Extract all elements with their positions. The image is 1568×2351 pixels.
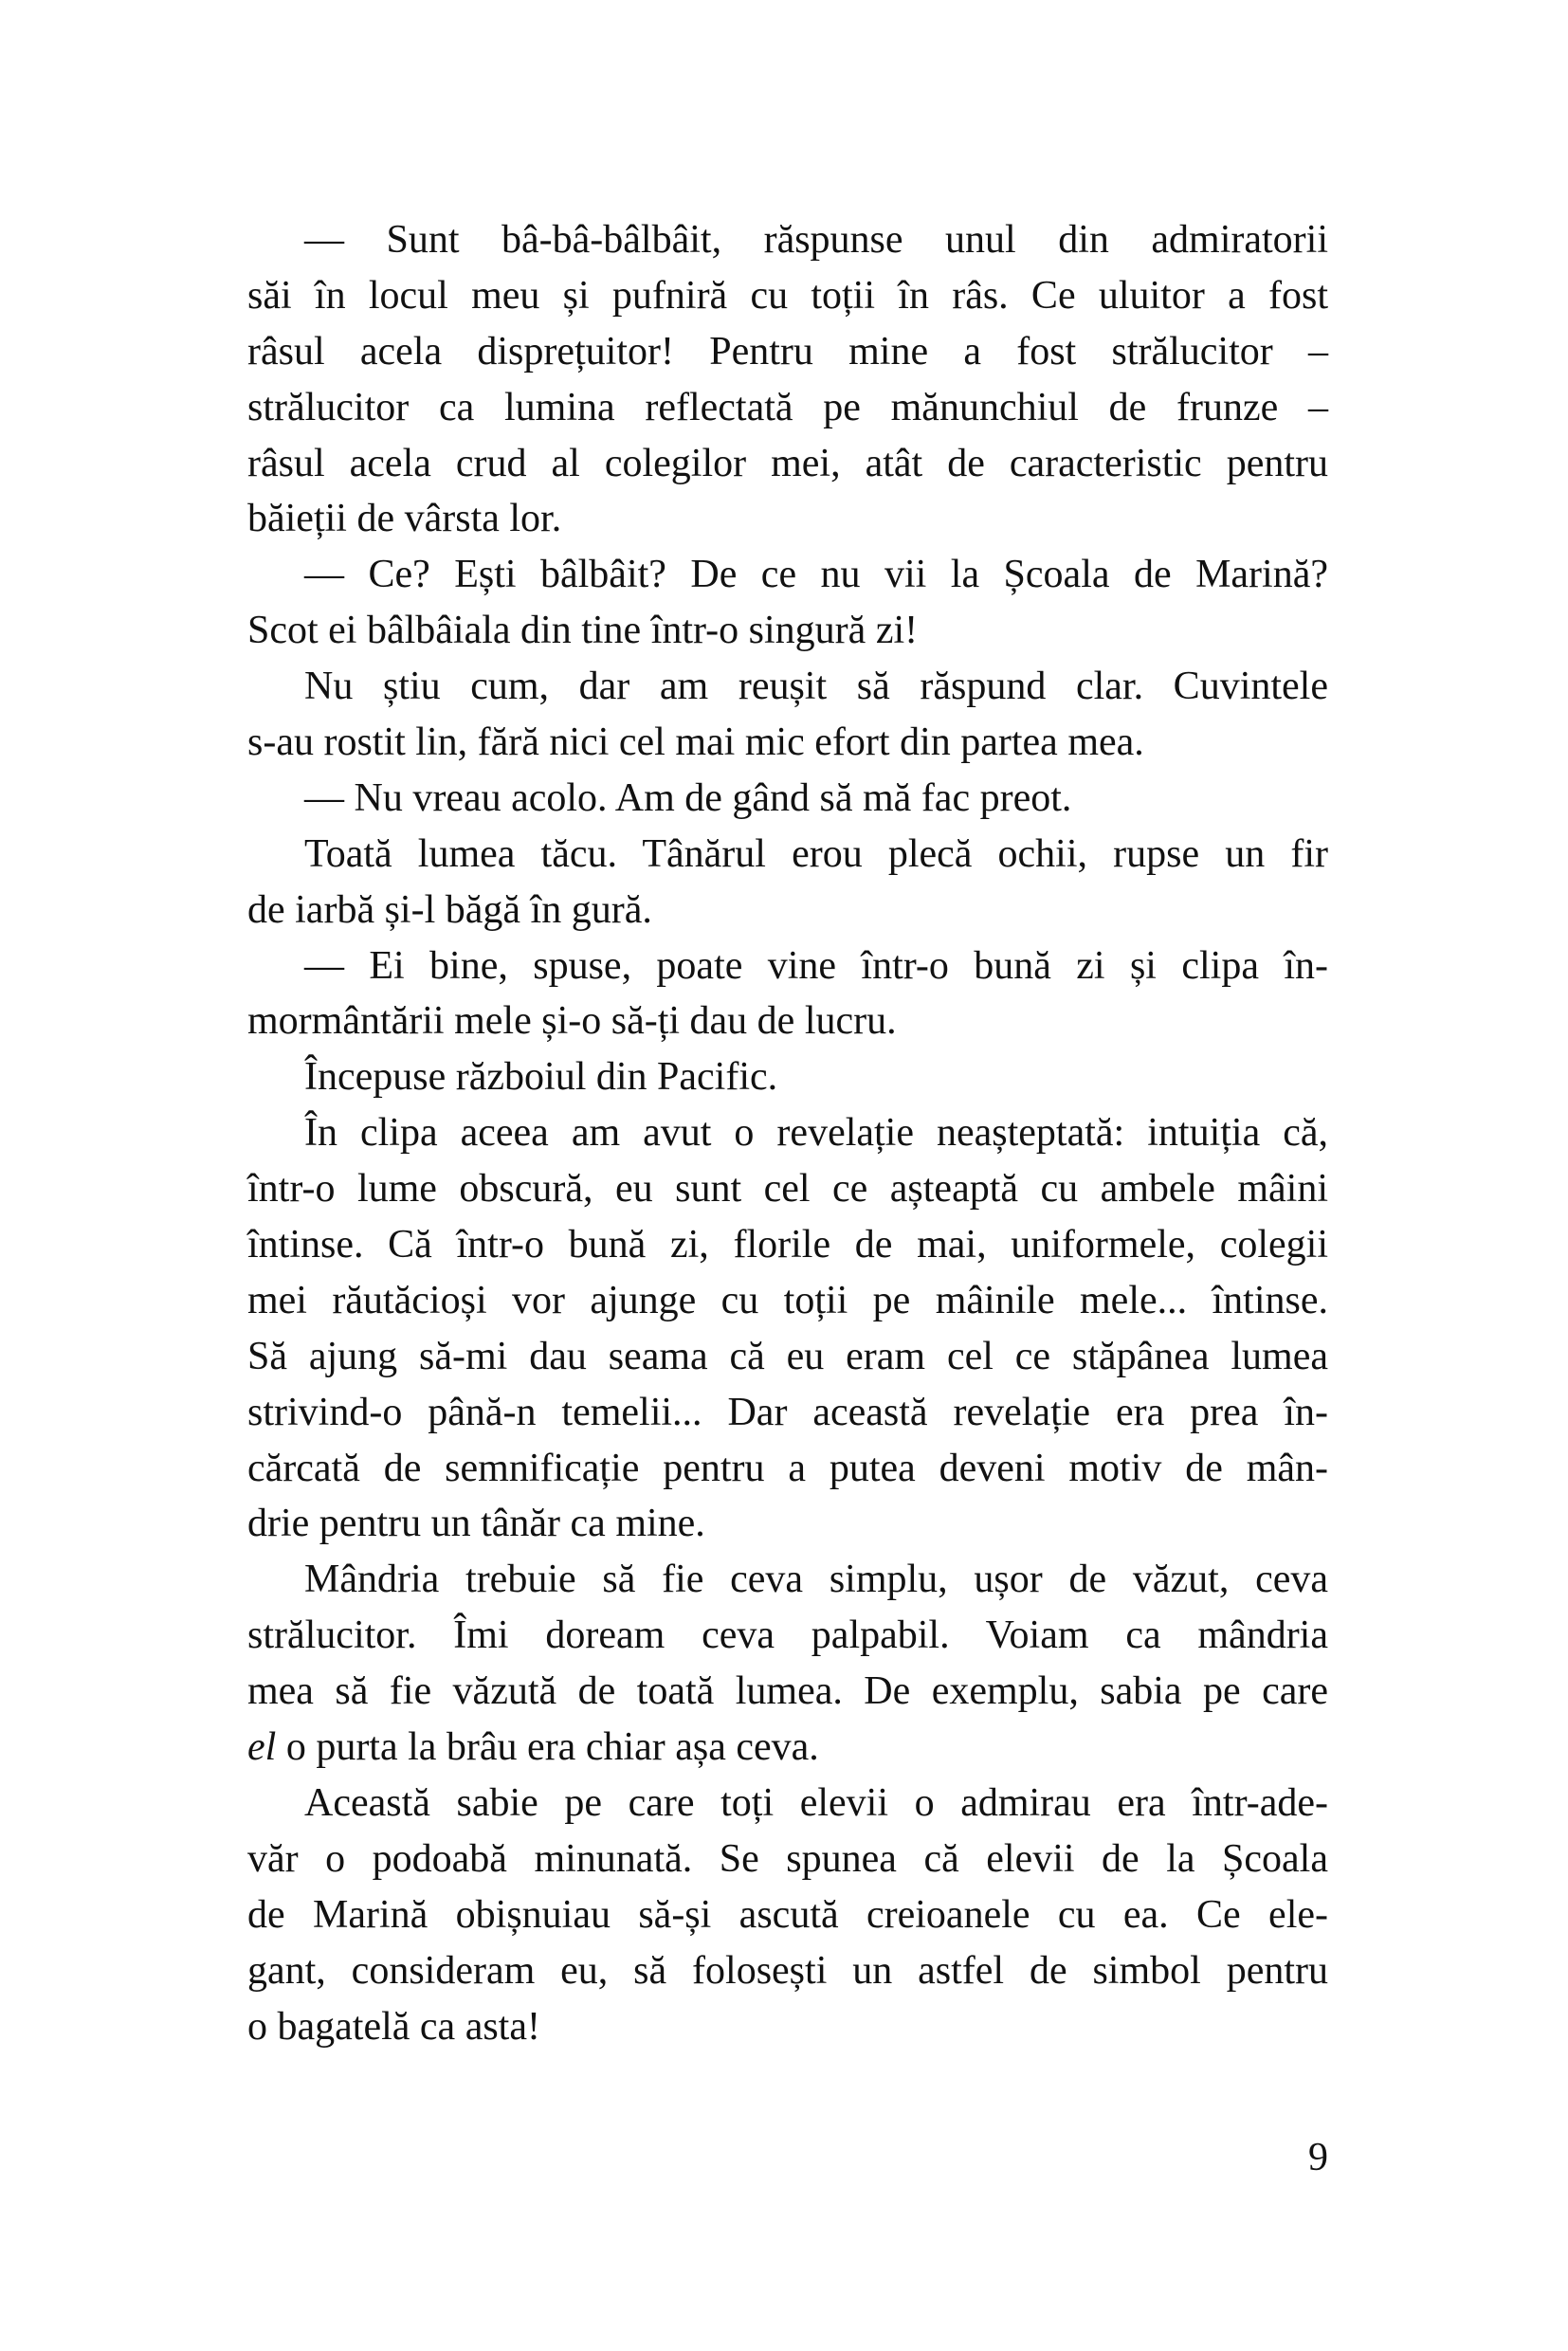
text-line: băieții de vârsta lor.: [247, 497, 562, 541]
text-line: drie pentru un tânăr ca mine.: [247, 1502, 705, 1546]
text-line: Nu știu cum, dar am reușit să răspund clar. Cuvintele: [304, 665, 1328, 709]
text-line: Scot ei bâlbâiala din tine într-o singură zi!: [247, 609, 919, 653]
text-line: strălucitor ca lumina reflectată pe mănunchiul de frunze –: [247, 385, 1328, 429]
text-line: într-o lume obscură, eu sunt cel ce așteaptă cu ambele mâini: [247, 1167, 1328, 1212]
paragraph: [247, 939, 1328, 1050]
text-line: Mândria trebuie să fie ceva simplu, ușor de văzut, ceva: [304, 1558, 1328, 1602]
text-line: Începuse războiul din Pacific.: [304, 1055, 778, 1100]
text-line: strivind-o până-n temelii... Dar această revelație era prea în-: [247, 1390, 1328, 1434]
text-line: strălucitor. Îmi doream ceva palpabil. Voiam ca mândria: [247, 1613, 1328, 1658]
paragraph: [247, 1105, 1328, 1552]
paragraph: [247, 1049, 1328, 1105]
line-rest: o purta la brâu era chiar așa ceva.: [276, 1725, 819, 1770]
italic-word: el: [247, 1725, 277, 1770]
text-line: [247, 1720, 1328, 1776]
text-line: de iarbă și-l băgă în gură.: [247, 887, 652, 932]
text-line: de Marină obișnuiau să-și ascută creioanele cu ea. Ce ele-: [247, 1892, 1328, 1937]
paragraph: [247, 659, 1328, 771]
text-line: — Ce? Ești bâlbâit? De ce nu vii la Școala de Marină?: [304, 553, 1328, 597]
text-line: Să ajung să-mi dau seama că eu eram cel ce stăpânea lumea: [247, 1334, 1328, 1378]
text-line: râsul acela disprețuitor! Pentru mine a fost strălucitor –: [247, 329, 1328, 374]
paragraph: [247, 827, 1328, 939]
text-line: — Nu vreau acolo. Am de gând să mă fac preot.: [304, 775, 1072, 820]
text-line: mei răutăcioși vor ajunge cu toții pe mâinile mele... întinse.: [247, 1278, 1328, 1322]
paragraph: [247, 1552, 1328, 1776]
text-line: o bagatelă ca asta!: [247, 2004, 540, 2049]
page-number: 9: [1308, 2136, 1328, 2179]
paragraph: [247, 212, 1328, 547]
text-line: văr o podoabă minunată. Se spunea că elevii de la Școala: [247, 1836, 1328, 1881]
text-line: În clipa aceea am avut o revelație neașteptată: intuiția că,: [304, 1111, 1328, 1156]
text-line: întinse. Că într-o bună zi, florile de mai, uniformele, colegii: [247, 1223, 1328, 1267]
text-line: s-au rostit lin, fără nici cel mai mic efort din partea mea.: [247, 720, 1144, 765]
text-line: Această sabie pe care toți elevii o admirau era într-ade-: [304, 1780, 1328, 1825]
paragraph: [247, 547, 1328, 659]
text-line: gant, consideram eu, să folosești un astfel de simbol pentru: [247, 1948, 1328, 1993]
text-line: mormântării mele și-o să-ți dau de lucru.: [247, 999, 897, 1044]
text-line: săi în locul meu și pufniră cu toții în râs. Ce uluitor a fost: [247, 273, 1328, 318]
text-line: râsul acela crud al colegilor mei, atât de caracteristic pentru: [247, 441, 1328, 485]
text-line: — Sunt bâ-bâ-bâlbâit, răspunse unul din admiratorii: [304, 218, 1328, 262]
page-body-text: [247, 212, 1328, 2054]
text-line: Toată lumea tăcu. Tânărul erou plecă ochii, rupse un fir: [304, 831, 1328, 876]
paragraph: [247, 1776, 1328, 2054]
paragraph: [247, 771, 1328, 827]
text-line: mea să fie văzută de toată lumea. De exemplu, sabia pe care: [247, 1669, 1328, 1714]
text-line: — Ei bine, spuse, poate vine într-o bună zi și clipa în-: [304, 943, 1328, 988]
text-line: cărcată de semnificație pentru a putea deveni motiv de mân-: [247, 1446, 1328, 1490]
